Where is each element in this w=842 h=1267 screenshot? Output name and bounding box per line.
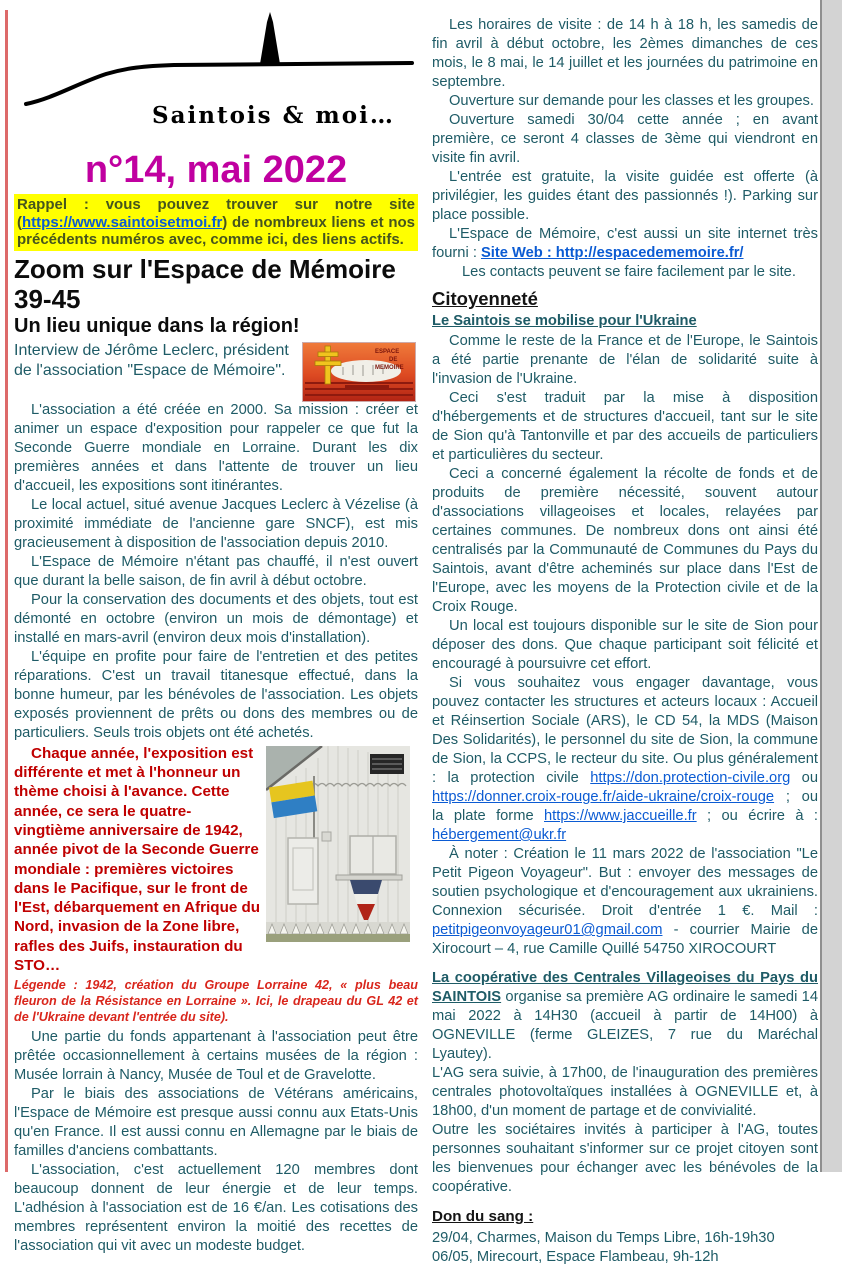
hill-line (26, 63, 412, 104)
exhibition-theme-paragraph: Chaque année, l'exposition est différente et met à l'honneur un thème choisi à l'avance. Cette année, ce sera le quatre-vingtième anniversaire de 1942, année pivot de la Seconde Guerre mondiale : premières victoires dans le Pacifique, sur le front de l'Est, débarquement en Afrique du Nord, invasion de la Zone libre, rafles des Juifs, instauration du STO… (14, 744, 261, 975)
article-title: Zoom sur l'Espace de Mémoire 39-45 (14, 253, 396, 314)
pigeon-post: - courrier Mairie de Xirocourt – 4, rue Camille Quillé 54750 XIROCOURT (432, 922, 818, 957)
page-left-rule (5, 10, 8, 1172)
ukraine-paragraph: Un local est toujours disponible sur le site de Sion pour déposer des dons. Que chaque participant soit félicité et encouragé à poursuivre cet effort. (432, 618, 818, 672)
engagement-pre: Si vous souhaitez vous engager davantage, vous pouvez contacter les structures et acteurs locaux : Accueil et Réinsertion Sociale (ARS), le CD 54, la MDS (Maison Des Solidarités), le personnel du site de Sion, la commune de Sion, la CCPS, le recteur du site. Ou plus généralement : la protection civile (432, 675, 818, 786)
ukraine-paragraph: Ceci a concerné également la récolte de fonds et de produits de première nécessité, souvent autour d'associations villageoises et locales, relayées par certaines communes. De nombreux dons ont ainsi été centralisés par la Communauté de Communes du Pays du Saintois, avant d'être acheminés sur place dans l'Est de l'Europe, avec les moyens de la Protection civile et de la Croix Rouge. (432, 466, 818, 615)
left-column (14, 0, 418, 1256)
pigeon-voyageur-paragraph (432, 845, 818, 959)
article-paragraph: L'équipe en profite pour faire de l'entretien et des petites réparations. C'est un travail titanesque effectué, dans la bonne humeur, par les bénévoles de l'association. Les objets exposés proviennent de prêts ou dons des membres ou de particuliers. Seuls trois objets ont été achetés. (14, 648, 418, 741)
don-du-sang-line: 06/05, Mirecourt, Espace Flambeau, 9h-12h (432, 1249, 719, 1265)
visit-paragraph: Ouverture sur demande pour les classes et les groupes. (449, 93, 814, 109)
cooperative-lead: La coopérative des Centrales Villageoises du Pays du SAINTOIS (432, 970, 818, 1005)
poster-crosses-mound (331, 360, 401, 382)
article-paragraph: L'association, c'est actuellement 120 membres dont beaucoup donnent de leur énergie et de leur temps. L'adhésion à l'association est de 16 €/an. Les cotisations des membres représentent environ la moitié des recettes de l'association qui vit avec un modeste budget. (14, 1161, 418, 1254)
article-paragraph: Par le biais des associations de Vétérans américains, l'Espace de Mémoire est presque aussi connu aux Etats-Unis qu'en France. Il est aussi connu en Allemagne par le biais de familles d'anciens combattants. (14, 1085, 418, 1159)
svg-text:DE: DE (389, 356, 398, 363)
article-paragraph: Pour la conservation des documents et des objets, tout est démonté en octobre (environ un mois de démontage) et installé en mars-avril (environ deux mois d'installation). (14, 591, 418, 646)
rappel-note (14, 194, 418, 251)
building-flags-photo (266, 746, 410, 942)
photo-caption: Légende : 1942, création du Groupe Lorraine 42, « plus beau fleuron de la Résistance en Lorraine ». Ici, le drapeau du GL 42 et de l'Ukraine devant l'entrée du site). (14, 978, 418, 1024)
sion-hill-logo-drawing (14, 8, 418, 108)
photo-block (14, 744, 418, 976)
cooperative-paragraph (432, 969, 818, 1064)
contacts-line: Les contacts peuvent se faire facilement par le site. (462, 264, 796, 280)
right-column (432, 16, 818, 1267)
issue-title: n°14, mai 2022 (84, 149, 348, 191)
pigeon-pre: À noter : Création le 11 mars 2022 de l'association "Le Petit Pigeon Voyageur". But : envoyer des messages de soutien psychologique et d'encouragement aux ukrainiens. Connexion sécurisée. Droit d'entrée 1 €. Mail : (432, 846, 818, 919)
citoyennete-heading: Citoyenneté (432, 288, 538, 309)
cooperative-ag-paragraph: L'AG sera suivie, à 17h00, de l'inauguration des premières centrales photovoltaïques installées à OGNEVILLE et, à 18h00, d'un moment de partage et de convivialité. (432, 1065, 818, 1119)
svg-text:MEMOIRE: MEMOIRE (375, 364, 404, 371)
photo-sill (336, 875, 402, 880)
photo-lamp (322, 832, 331, 841)
engagement-mid: ; ou la plate forme (432, 789, 818, 824)
masthead (14, 0, 418, 148)
croix-rouge-link[interactable]: https://donner.croix-rouge.fr/aide-ukraine/croix-rouge (432, 789, 775, 805)
website-paragraph (432, 225, 818, 263)
engagement-mid: ou (790, 770, 818, 786)
photo-grass (266, 934, 410, 942)
jaccueille-link[interactable]: https://www.jaccueille.fr (544, 808, 697, 824)
article-paragraph: L'Espace de Mémoire n'étant pas chauffé, il n'est ouvert que durant la belle saison, de fin avril à début octobre. (14, 553, 418, 589)
intro-block (14, 341, 418, 401)
don-du-sang-heading: Don du sang : (432, 1208, 534, 1225)
intro-text: Interview de Jérôme Leclerc, président de l'association "Espace de Mémoire". (14, 341, 289, 380)
article-paragraph: Une partie du fonds appartenant à l'association peut être prêtée occasionnellement à certains musées de la région : Musée lorrain à Nancy, Musée de Toul et de Gravelotte. (14, 1028, 418, 1083)
espace-memoire-poster-image (302, 342, 416, 402)
brand-title: Saintois & moi… (152, 102, 395, 129)
hebergement-ukr-link[interactable]: hébergement@ukr.fr (432, 827, 567, 843)
cooperative-body: organise sa première AG ordinaire le samedi 14 mai 2022 à 14H30 (accueil à partir de 14H00) à OGNEVILLE (ferme GLEIZES, 7 rue du Maréchal Lyautey). (432, 989, 818, 1062)
engagement-paragraph (432, 674, 818, 845)
rappel-pre: Rappel : vous pouvez trouver sur notre site ( (17, 196, 415, 231)
visit-paragraph: Ouverture samedi 30/04 cette année ; en avant première, ce seront 4 classes de 3ème qui viendront en visite fin avril. (432, 112, 818, 166)
saintoisetmoi-link[interactable]: https://www.saintoisetmoi.fr (22, 213, 223, 231)
protection-civile-link[interactable]: https://don.protection-civile.org (590, 770, 791, 786)
basilica-spire (260, 12, 280, 64)
article-subtitle: Un lieu unique dans la région! (14, 314, 300, 337)
engagement-mid: ; ou écrire à : (696, 808, 818, 824)
poster-bottom-caption-bar (345, 385, 389, 389)
page-right-border (820, 0, 842, 1172)
ukraine-subheading: Le Saintois se mobilise pour l'Ukraine (432, 313, 697, 329)
don-du-sang-line: 29/04, Charmes, Maison du Temps Libre, 16h-19h30 (432, 1230, 775, 1246)
article-paragraph: L'association a été créée en 2000. Sa mission : créer et animer un espace d'exposition pour rappeler ce que fut la Seconde Guerre mondiale en Lorraine. Durant les dix premières années et dans l'attente de trouver un lieu d'accueil, les expositions sont itinérantes. (14, 401, 418, 494)
visit-hours-paragraph: Les horaires de visite : de 14 h à 18 h, les samedis de fin avril à début octobre, les 2èmes dimanches de ces mois, le 8 mai, le 14 juillet et les journées du patrimoine en septembre. (432, 17, 818, 90)
cooperative-invite-paragraph: Outre les sociétaires invités à participer à l'AG, toutes personnes souhaitant s'informer sur ce projet citoyen sont les bienvenues pour échanger avec les bénévoles de la coopérative. (432, 1122, 818, 1195)
pigeon-mail-link[interactable]: petitpigeonvoyageur01@gmail.com (432, 922, 663, 938)
ukraine-paragraph: Ceci s'est traduit par la mise à disposition d'hébergements et de structures d'accueil, tant sur le site de Sion qu'à Tantonville et par des accueils de particuliers et particulières du secteur. (432, 390, 818, 463)
article-paragraph: Le local actuel, situé avenue Jacques Leclerc à Vézelise (à proximité immédiate de l'ancienne gare SNCF), est mis gracieusement à disposition de l'association depuis 2010. (14, 496, 418, 551)
website-pre: L'Espace de Mémoire, c'est aussi un site internet très fourni : (432, 226, 818, 261)
visit-paragraph: L'entrée est gratuite, la visite guidée est offerte (à privilégier, les guides étant des passionnés !). Parking sur place possible. (432, 169, 818, 223)
rappel-post: ) de nombreux liens et nos précédents numéros avec, comme ici, des liens actifs. (17, 213, 415, 249)
espacedememoire-link[interactable]: Site Web : http://espacedememoire.fr/ (480, 245, 744, 261)
svg-text:ESPACE: ESPACE (375, 348, 400, 355)
ukraine-paragraph: Comme le reste de la France et de l'Europe, le Saintois a été partie prenante de l'élan de solidarité suite à l'invasion de l'Ukraine. (432, 333, 818, 387)
